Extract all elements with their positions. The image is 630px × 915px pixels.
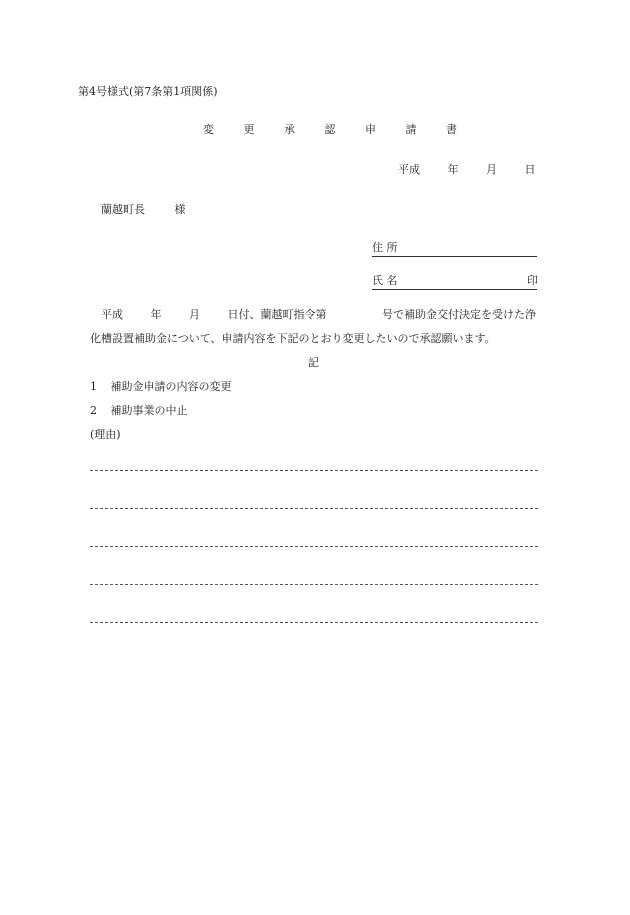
form-number: 第4号様式(第7条第1項関係)	[78, 85, 218, 98]
address-underline	[372, 256, 537, 257]
date-month: 月	[486, 163, 497, 176]
title-char: 書	[446, 123, 457, 136]
name-underline	[372, 289, 537, 290]
application-date	[398, 163, 536, 177]
body-month: 月	[189, 308, 200, 321]
reason-line[interactable]	[90, 622, 538, 623]
title-char: 申	[365, 123, 376, 136]
date-day: 日	[524, 163, 536, 176]
reason-label: (理由)	[90, 428, 121, 441]
name-label: 氏 名	[372, 274, 398, 287]
name-field[interactable]	[372, 274, 538, 288]
body-text-line-1	[101, 308, 536, 322]
title-char: 更	[243, 123, 255, 136]
body-line1-rest: 号で補助金交付決定を受けた浄	[382, 308, 536, 321]
title-char: 認	[324, 123, 336, 136]
document-title	[203, 123, 457, 137]
item-text: 補助事業の中止	[110, 404, 188, 417]
item-text: 補助金申請の内容の変更	[110, 380, 232, 393]
addressee	[101, 203, 186, 217]
item-number: 2	[90, 404, 97, 417]
title-char: 請	[405, 123, 417, 136]
reason-line[interactable]	[90, 470, 538, 471]
reason-line[interactable]	[90, 546, 538, 547]
item-number: 1	[90, 380, 97, 393]
reason-line[interactable]	[90, 584, 538, 585]
date-year: 年	[447, 163, 459, 176]
body-text-line-2: 化槽設置補助金について、申請内容を下記のとおり変更したいので承認願います。	[90, 332, 496, 345]
notes-heading: 記	[308, 356, 319, 369]
title-char: 変	[203, 123, 214, 136]
list-item	[90, 404, 188, 418]
list-item	[90, 380, 232, 394]
body-year: 年	[150, 308, 162, 321]
address-label: 住 所	[372, 241, 398, 254]
reason-line[interactable]	[90, 508, 538, 509]
body-day-text: 日付、蘭越町指令第	[227, 308, 327, 321]
date-era: 平成	[398, 163, 420, 176]
seal-mark: 印	[527, 274, 538, 287]
address-field[interactable]	[372, 241, 408, 255]
body-era: 平成	[101, 308, 123, 321]
addressee-name: 蘭越町長	[101, 203, 145, 216]
addressee-honorific: 様	[174, 203, 186, 216]
title-char: 承	[284, 123, 295, 136]
